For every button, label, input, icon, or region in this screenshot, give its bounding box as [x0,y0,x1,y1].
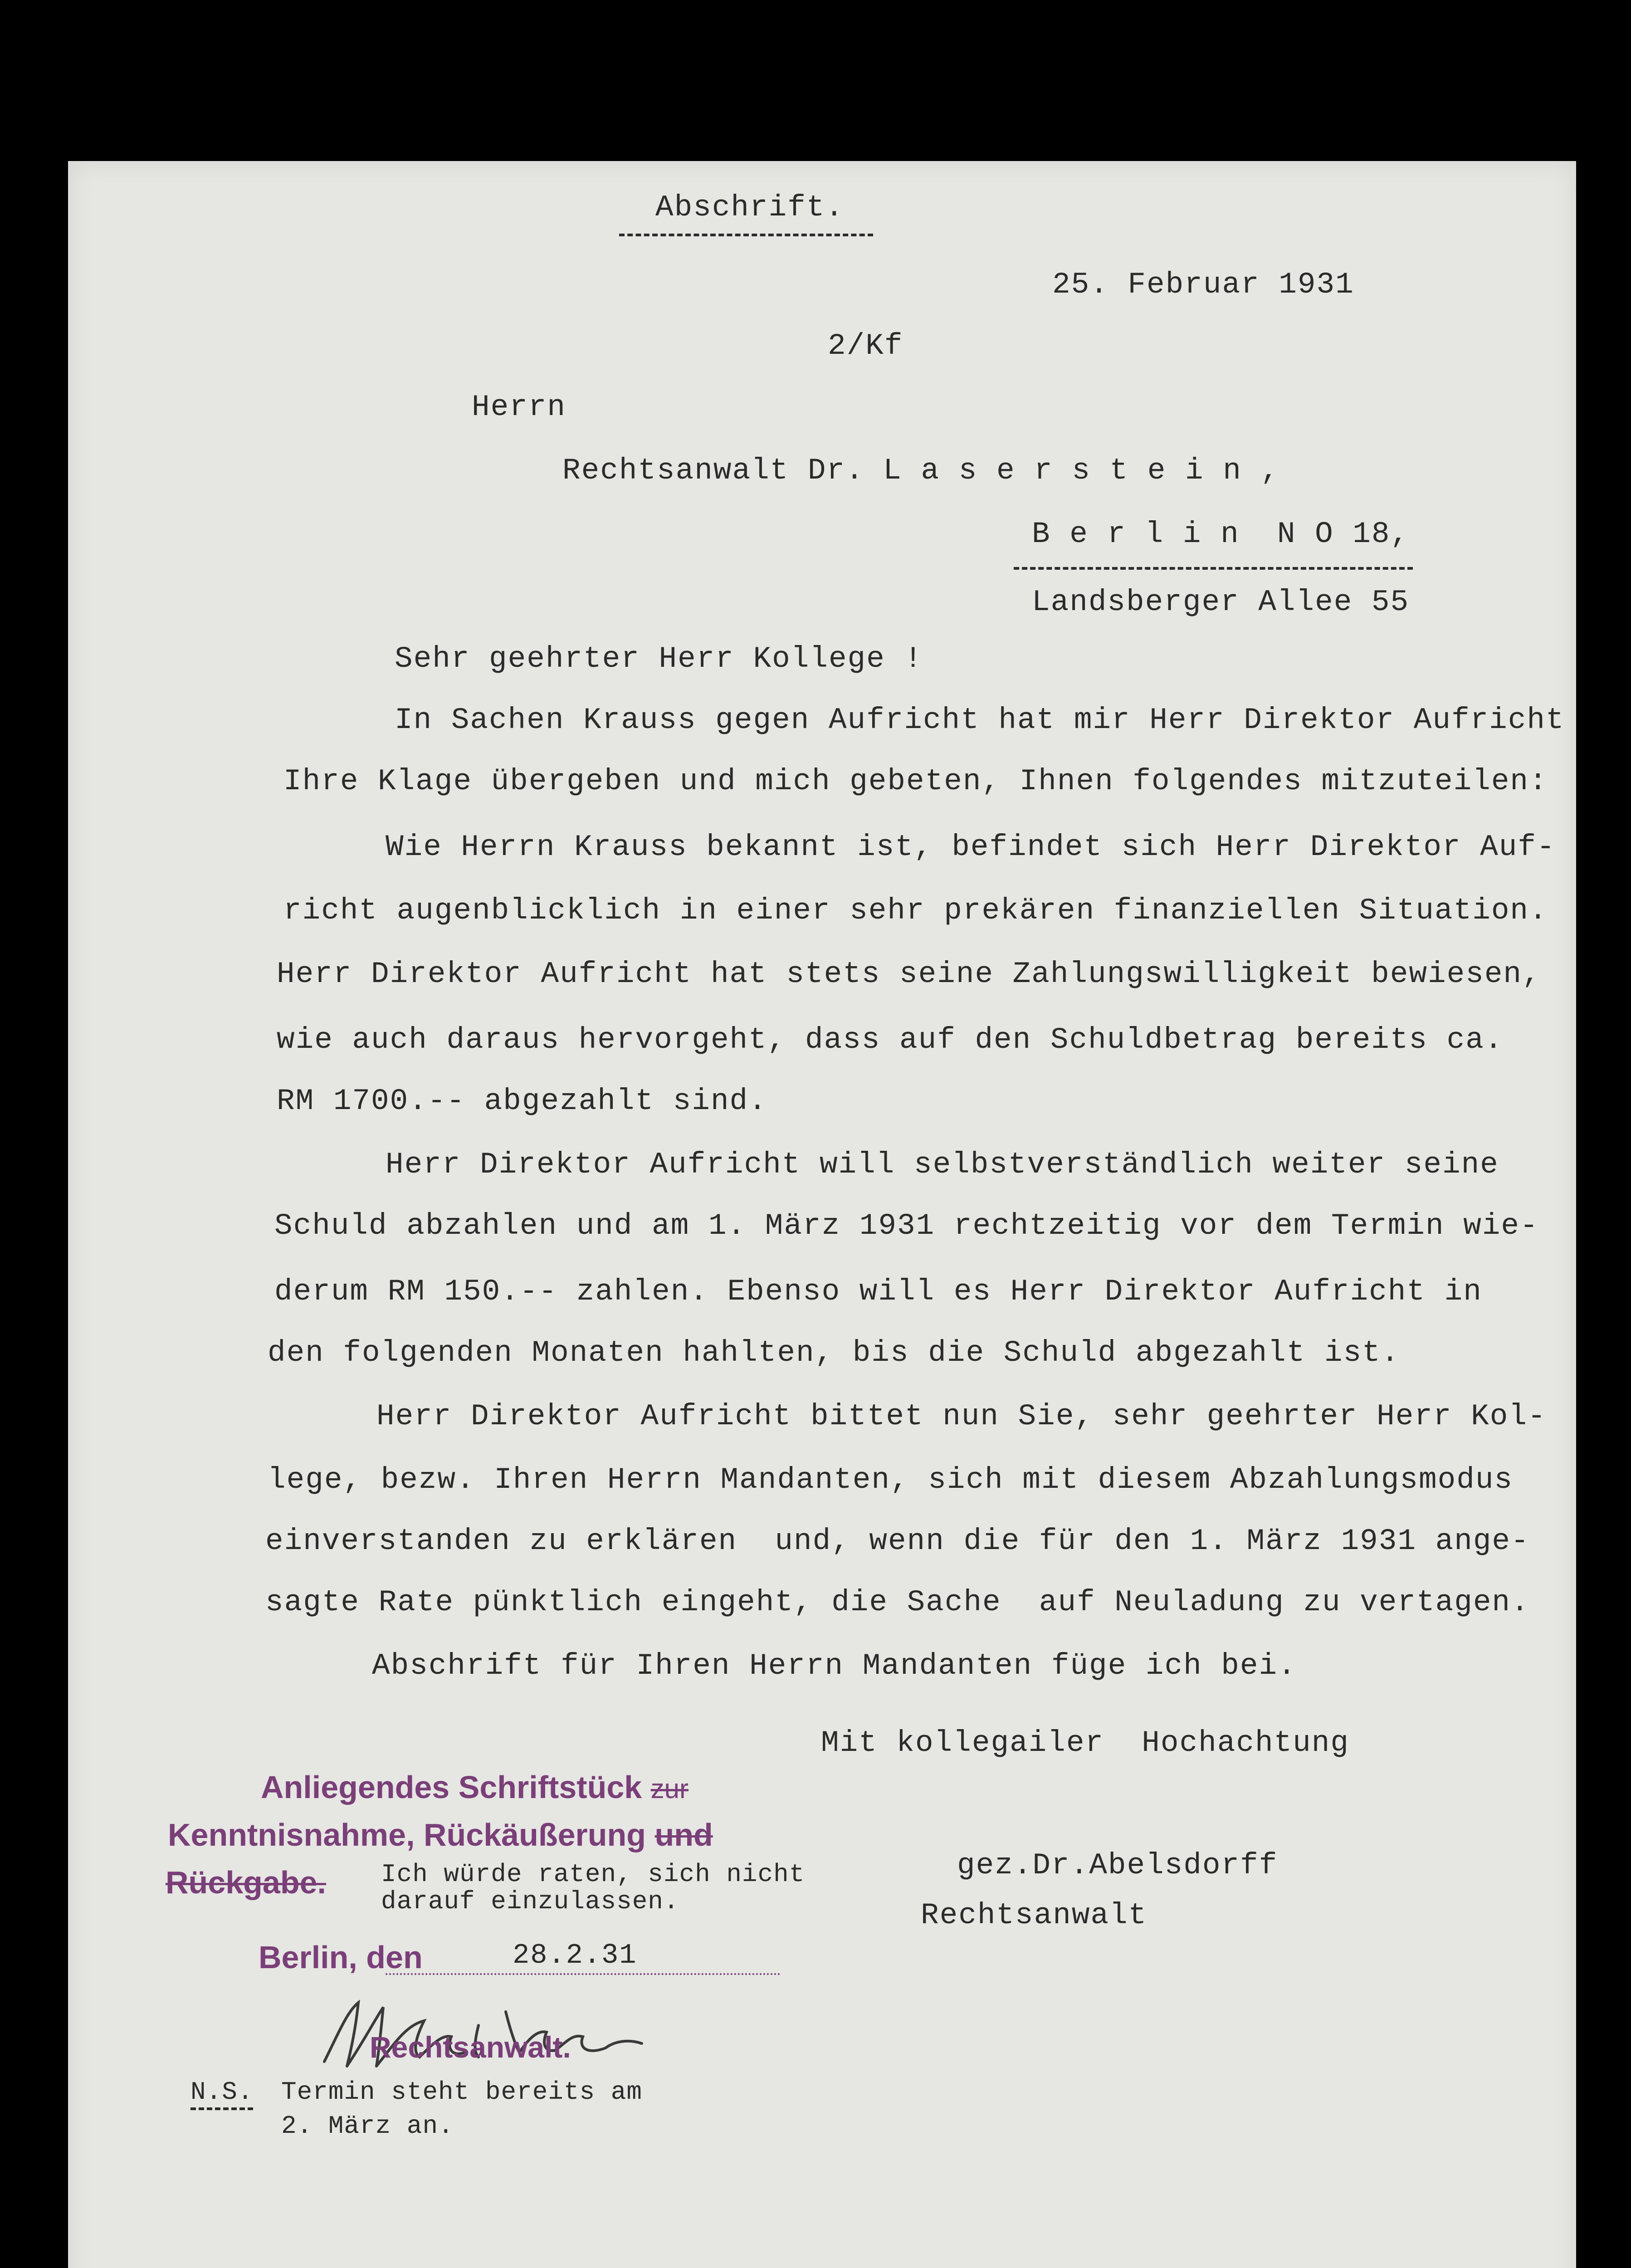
stamp-place: Berlin, den [259,1940,423,1975]
stamp-role: Rechtsanwalt. [370,2030,571,2064]
annotation-line-1: Ich würde raten, sich nicht [381,1860,805,1889]
heading-dashes [619,234,873,236]
stamp-line-3: Rückgabe. [166,1865,326,1900]
body-line: einverstanden zu erklären und, wenn die für den 1. März 1931 ange- [265,1524,1530,1558]
stamp-struck-word: und [654,1817,713,1853]
body-line: Ihre Klage übergeben und mich gebeten, Ihnen folgendes mitzuteilen: [283,764,1548,798]
postscript-line-2: 2. März an. [281,2112,454,2141]
body-line: Abschrift für Ihren Herrn Mandanten füge ich bei. [372,1649,1297,1683]
recipient-street: Landsberger Allee 55 [1032,585,1410,619]
body-line: derum RM 150.-- zahlen. Ebenso will es Herr Direktor Aufricht in [274,1275,1482,1309]
recipient-salutation: Herrn [472,390,566,424]
stamp-line-2: Kenntnisnahme, Rückäußerung und [168,1817,713,1853]
stamp-struck-word: zur [650,1774,689,1804]
body-line: wie auch daraus hervorgeht, dass auf den Schuldbetrag bereits ca. [277,1023,1504,1057]
body-line: In Sachen Krauss gegen Aufricht hat mir Herr Direktor Aufricht [395,703,1565,737]
body-line: Herr Direktor Aufricht hat stets seine Zahlungswilligkeit bewiesen, [277,957,1541,991]
reference-code: 2/Kf [828,329,903,363]
postscript-line-1: Termin steht bereits am [281,2077,642,2107]
city-underline [1014,567,1413,570]
closing: Mit kollegailer Hochachtung [821,1726,1349,1760]
stamp-date-line [386,1973,780,1975]
letter-date: 25. Februar 1931 [1052,268,1354,302]
body-line: sagte Rate pünktlich eingeht, die Sache auf Neuladung zu vertagen. [265,1585,1530,1619]
body-line: Wie Herrn Krauss bekannt ist, befindet sich Herr Direktor Auf- [386,830,1556,864]
body-line: richt augenblicklich in einer sehr prekären finanziellen Situation. [283,894,1548,928]
annotation-line-2: darauf einzulassen. [381,1887,679,1916]
recipient-name: Rechtsanwalt Dr. L a s e r s t e i n , [562,454,1280,488]
body-line: RM 1700.-- abgezahlt sind. [277,1084,767,1118]
body-line: Herr Direktor Aufricht bittet nun Sie, sehr geehrter Herr Kol- [376,1399,1547,1433]
heading-abschrift: Abschrift. [655,191,845,225]
body-line: Schuld abzahlen und am 1. März 1931 rechtzeitig vor dem Termin wie- [274,1209,1539,1243]
body-line: den folgenden Monaten hahlten, bis die Schuld abgezahlt ist. [268,1336,1400,1370]
greeting: Sehr geehrter Herr Kollege ! [395,642,923,676]
body-line: lege, bezw. Ihren Herrn Mandanten, sich mit diesem Abzahlungsmodus [268,1463,1514,1497]
recipient-city: B e r l i n N O 18, [1032,517,1410,551]
stamp-date: 28.2.31 [513,1939,637,1971]
postscript-label: N.S. [190,2077,253,2107]
letter-page [68,161,1576,2268]
signed-by: gez.Dr.Abelsdorff [957,1848,1278,1882]
stamp-line-1: Anliegendes Schriftstück zur [261,1769,689,1805]
body-line: Herr Direktor Aufricht will selbstverständlich weiter seine [386,1148,1499,1182]
signer-title: Rechtsanwalt [921,1898,1148,1932]
